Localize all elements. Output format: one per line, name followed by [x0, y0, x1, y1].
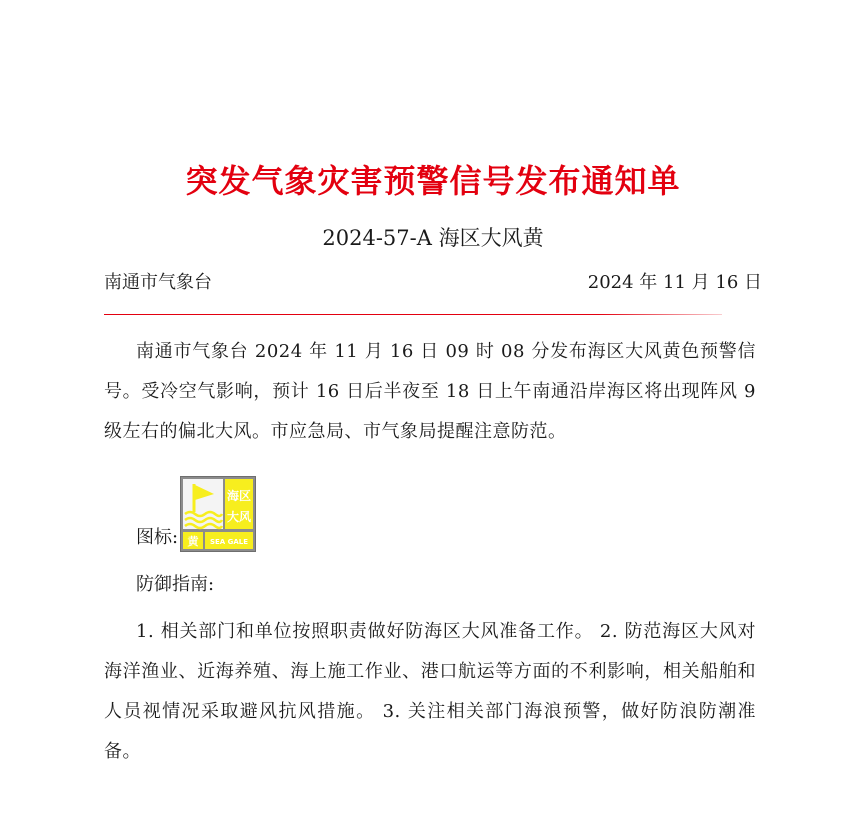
- icon-english-text: SEA GALE: [210, 538, 249, 546]
- sea-gale-yellow-icon: [180, 476, 256, 552]
- header-divider: [104, 314, 722, 315]
- icon-text-top: 海区: [227, 489, 252, 503]
- guide-title: 防御指南:: [136, 574, 215, 595]
- document-title: 突发气象灾害预警信号发布通知单: [185, 162, 681, 200]
- guide-paragraph: 1. 相关部门和单位按照职责做好防海区大风准备工作。 2. 防范海区大风对海洋渔业、近海养殖、海上施工作业、港口航运等方面的不利影响，相关船舶和人员视情况采取避风抗风措施。 3. 关注相关部门海浪预警，做好防浪防潮准备。: [104, 621, 756, 762]
- issue-date: 2024 年 11 月 16 日: [587, 272, 762, 293]
- document-subtitle: 2024-57-A 海区大风黄: [322, 226, 544, 250]
- icon-label: 图标:: [136, 527, 179, 548]
- icon-row: [136, 472, 256, 552]
- issuer-name: 南通市气象台: [104, 272, 212, 293]
- notice-paragraph: 南通市气象台 2024 年 11 月 16 日 09 时 08 分发布海区大风黄色预警信号。受冷空气影响，预计 16 日后半夜至 18 日上午南通沿岸海区将出现阵风 9 级左右的偏北大风。市应急局、市气象局提醒注意防范。: [104, 341, 756, 442]
- icon-level-text: 黄: [187, 535, 199, 548]
- icon-text-bottom: 大风: [227, 510, 252, 524]
